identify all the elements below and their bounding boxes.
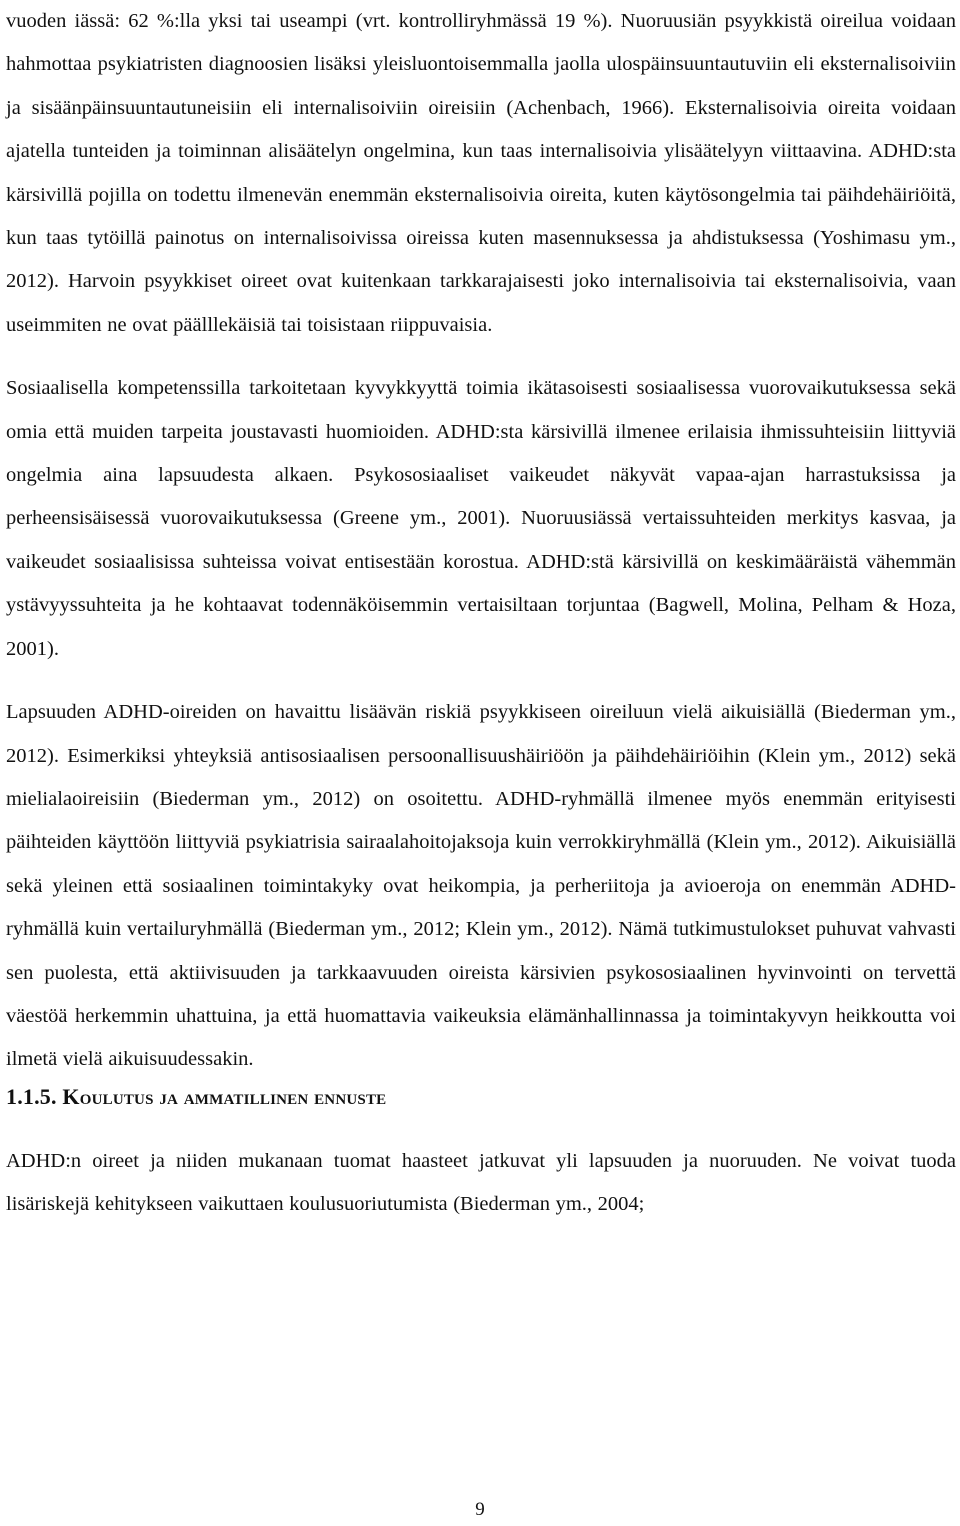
page-number: 9 <box>475 1499 485 1520</box>
paragraph-social-competence: Sosiaalisella kompetenssilla tarkoitetaan kyvykkyyttä toimia ikätasoisesti sosiaalisessa vuorovaikutuksessa sekä omia että muiden tarpeita joustavasti huomioiden. ADHD:sta kärsivillä ilmenee erilaisia ihmissuhteisiin liittyviä ongelmia aina lapsuudesta alkaen. Psykososiaaliset vaikeudet näkyvät vapaa-ajan harrastuksissa ja perheensisäisessä vuorovaikutuksessa (Greene ym., 2001). Nuoruusiässä vertaissuhteiden merkitys kasvaa, ja vaikeudet sosiaalisissa suhteissa voivat entisestään korostua. ADHD:stä kärsivillä on keskimääräistä vähemmän ystävyyssuhteita ja he kohtaavat todennäköisemmin vertaisiltaan torjuntaa (Bagwell, Molina, Pelham & Hoza, 2001). <box>6 377 956 660</box>
paragraph-adult-outcomes: Lapsuuden ADHD-oireiden on havaittu lisäävän riskiä psyykkiseen oireiluun vielä aikuisiällä (Biederman ym., 2012). Esimerkiksi yhteyksiä antisosiaalisen persoonallisuushäiriöön ja päihdehäiriöihin (Klein ym., 2012) sekä mielialaoireisiin (Biederman ym., 2012) on osoitettu. ADHD-ryhmällä ilmenee myös enemmän erityisesti päihteiden käyttöön liittyviä psykiatrisia sairaalahoitojaksoja kuin verrokkiryhmällä (Klein ym., 2012). Aikuisiällä sekä yleinen että sosiaalinen toimintakyky ovat heikompia, ja perheriitoja ja avioeroja on enemmän ADHD-ryhmällä kuin vertailuryhmällä (Biederman ym., 2012; Klein ym., 2012). Nämä tutkimustulokset puhuvat vahvasti sen puolesta, että aktiivisuuden ja tarkkaavuuden oireista kärsivien psykososiaalinen hyvinvointi on tervettä väestöä herkemmin uhattuina, ja että huomattavia vaikeuksia elämänhallinnassa ja toimintakyvyn heikkoutta voi ilmetä vielä aikuisuudessakin. <box>6 701 956 1071</box>
section-number: 1.1.5. <box>6 1083 57 1109</box>
paragraph-education: ADHD:n oireet ja niiden mukanaan tuomat haasteet jatkuvat yli lapsuuden ja nuoruuden. Ne voivat tuoda lisäriskejä kehitykseen vaikuttaen koulusuoriutumista (Biederman ym., 2004; <box>6 1149 956 1216</box>
page-content <box>6 0 956 1227</box>
section-heading <box>6 1082 956 1112</box>
paragraph-symptoms: vuoden iässä: 62 %:lla yksi tai useampi (vrt. kontrolliryhmässä 19 %). Nuoruusiän psyykkistä oireilua voidaan hahmottaa psykiatristen diagnoosien lisäksi yleisluontoisemmalla jaolla ulospäinsuuntautuviin eli eksternalisoiviin ja sisäänpäinsuuntautuneisiin eli internalisoiviin oireisiin (Achenbach, 1966). Eksternalisoivia oireita voidaan ajatella tunteiden ja toiminnan alisäätelyn ongelmina, kun taas internalisoivia ylisäätelyyn viittaavina. ADHD:sta kärsivillä pojilla on todettu ilmenevän enemmän eksternalisoivia oireita, kuten käytösongelmia tai päihdehäiriöitä, kun taas tytöillä painotus on internalisoivissa oireissa kuten masennuksessa ja ahdistuksessa (Yoshimasu ym., 2012). Harvoin psyykkiset oireet ovat kuitenkaan tarkkarajaisesti joko internalisoivia tai eksternalisoivia, vaan useimmiten ne ovat päälllekäisiä tai toisistaan riippuvaisia. <box>6 10 956 336</box>
section-title: Koulutus ja ammatillinen ennuste <box>62 1083 387 1109</box>
